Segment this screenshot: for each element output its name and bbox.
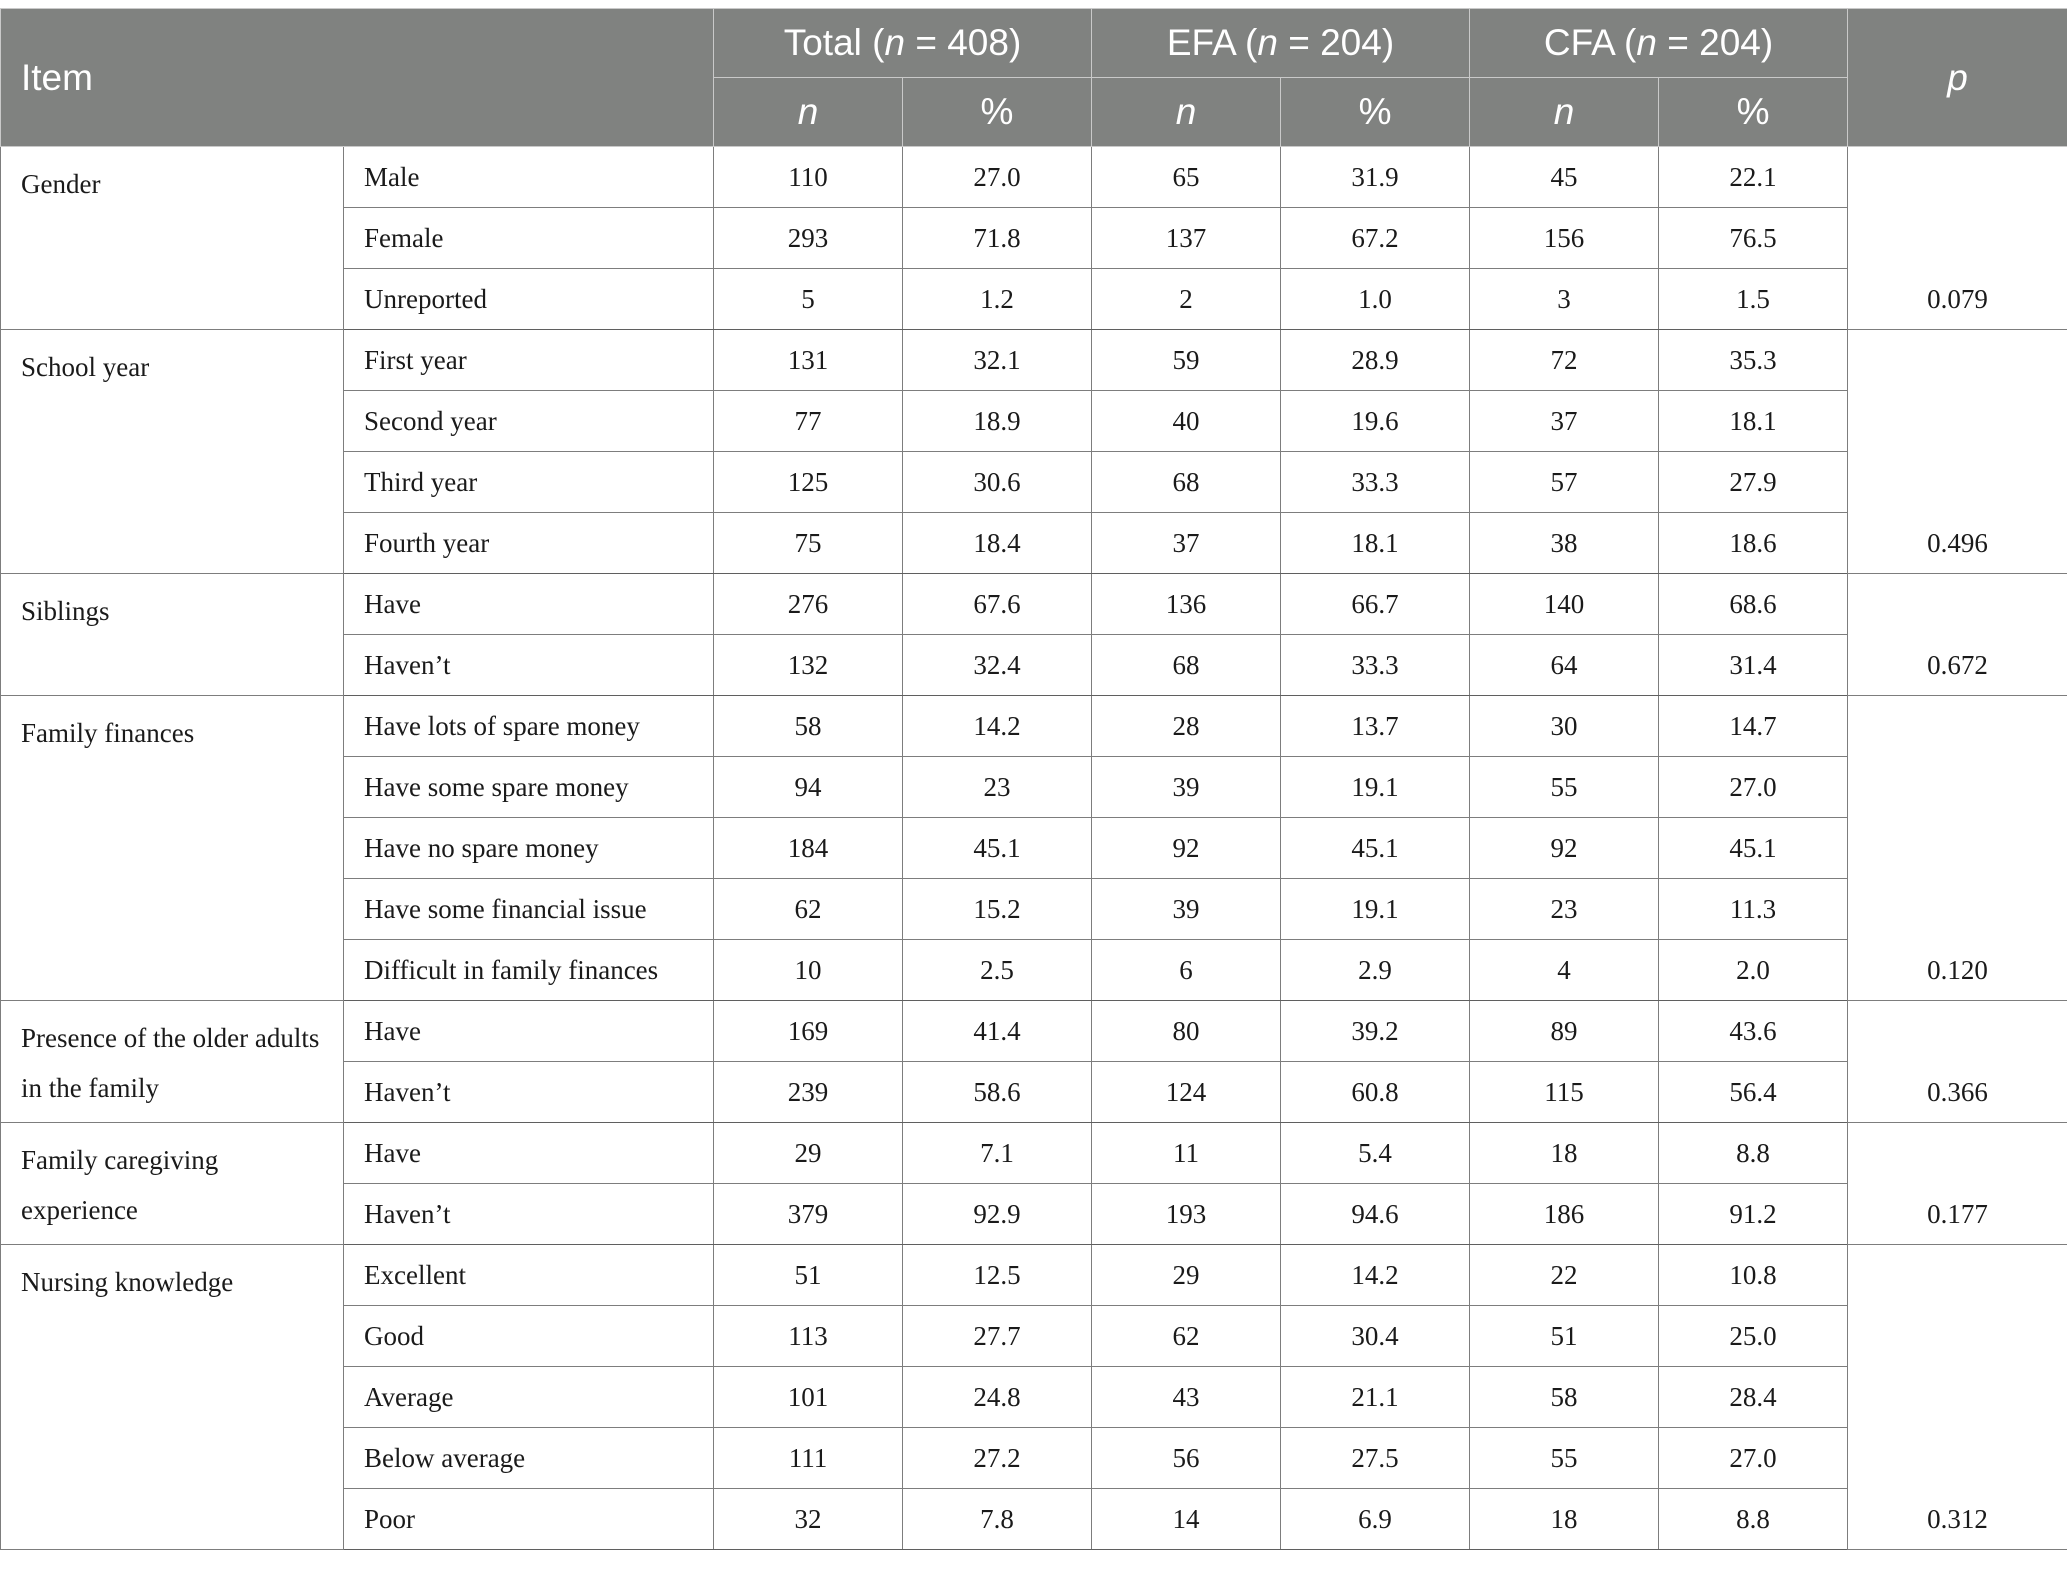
cell-tp: 2.5: [903, 940, 1092, 1001]
p-value: 0.079: [1848, 147, 2067, 330]
cell-ep: 1.0: [1281, 269, 1470, 330]
cell-cn: 3: [1470, 269, 1659, 330]
cell-ep: 60.8: [1281, 1062, 1470, 1123]
cell-cn: 18: [1470, 1489, 1659, 1550]
cell-cn: 4: [1470, 940, 1659, 1001]
subitem-label: Haven’t: [344, 1184, 714, 1245]
cell-cn: 30: [1470, 696, 1659, 757]
p-value: 0.312: [1848, 1245, 2067, 1550]
cell-tn: 77: [714, 391, 903, 452]
cell-tn: 184: [714, 818, 903, 879]
table-row: [1, 330, 2067, 391]
table-row: [1, 696, 2067, 757]
cell-tn: 75: [714, 513, 903, 574]
cell-cp: 14.7: [1659, 696, 1848, 757]
table-row: [1, 1245, 2067, 1306]
cell-cp: 43.6: [1659, 1001, 1848, 1062]
cell-cn: 58: [1470, 1367, 1659, 1428]
cell-tn: 132: [714, 635, 903, 696]
cell-cp: 31.4: [1659, 635, 1848, 696]
cell-ep: 2.9: [1281, 940, 1470, 1001]
subitem-label: Difficult in family finances: [344, 940, 714, 1001]
cell-cn: 22: [1470, 1245, 1659, 1306]
group-n-label: n: [884, 22, 906, 63]
cell-en: 14: [1092, 1489, 1281, 1550]
cell-ep: 33.3: [1281, 452, 1470, 513]
cell-cp: 68.6: [1659, 574, 1848, 635]
p-value: 0.366: [1848, 1001, 2067, 1123]
cell-cn: 72: [1470, 330, 1659, 391]
cell-en: 39: [1092, 879, 1281, 940]
item-label: Nursing knowledge: [1, 1245, 344, 1550]
cell-tp: 14.2: [903, 696, 1092, 757]
cell-tp: 24.8: [903, 1367, 1092, 1428]
cell-tn: 110: [714, 147, 903, 208]
cell-tp: 12.5: [903, 1245, 1092, 1306]
cell-en: 56: [1092, 1428, 1281, 1489]
cell-en: 39: [1092, 757, 1281, 818]
subitem-label: Have: [344, 1001, 714, 1062]
subitem-label: Third year: [344, 452, 714, 513]
cell-ep: 21.1: [1281, 1367, 1470, 1428]
cell-ep: 14.2: [1281, 1245, 1470, 1306]
cell-cn: 92: [1470, 818, 1659, 879]
cell-ep: 19.6: [1281, 391, 1470, 452]
cell-cp: 35.3: [1659, 330, 1848, 391]
cell-cp: 10.8: [1659, 1245, 1848, 1306]
cell-en: 43: [1092, 1367, 1281, 1428]
subitem-label: Haven’t: [344, 635, 714, 696]
cell-cn: 186: [1470, 1184, 1659, 1245]
cell-ep: 45.1: [1281, 818, 1470, 879]
cell-cp: 18.6: [1659, 513, 1848, 574]
subitem-label: Poor: [344, 1489, 714, 1550]
group-name: Total: [783, 22, 862, 63]
cell-tn: 51: [714, 1245, 903, 1306]
cell-tn: 239: [714, 1062, 903, 1123]
header-cfa-pct: %: [1659, 78, 1848, 147]
cell-cn: 38: [1470, 513, 1659, 574]
cell-en: 6: [1092, 940, 1281, 1001]
cell-tn: 131: [714, 330, 903, 391]
cell-ep: 5.4: [1281, 1123, 1470, 1184]
cell-tp: 32.4: [903, 635, 1092, 696]
subitem-label: Excellent: [344, 1245, 714, 1306]
cell-tp: 15.2: [903, 879, 1092, 940]
cell-tn: 94: [714, 757, 903, 818]
header-group-total: Total (n = 408): [714, 9, 1092, 78]
cell-en: 136: [1092, 574, 1281, 635]
cell-cn: 51: [1470, 1306, 1659, 1367]
group-n-value: = 204): [1277, 22, 1395, 63]
p-value: 0.496: [1848, 330, 2067, 574]
cell-tp: 18.4: [903, 513, 1092, 574]
cell-tp: 1.2: [903, 269, 1092, 330]
p-value: 0.120: [1848, 696, 2067, 1001]
cell-tn: 293: [714, 208, 903, 269]
cell-tp: 23: [903, 757, 1092, 818]
cell-en: 68: [1092, 452, 1281, 513]
cell-ep: 19.1: [1281, 757, 1470, 818]
cell-en: 65: [1092, 147, 1281, 208]
cell-cp: 91.2: [1659, 1184, 1848, 1245]
cell-ep: 33.3: [1281, 635, 1470, 696]
cell-ep: 66.7: [1281, 574, 1470, 635]
cell-tn: 58: [714, 696, 903, 757]
subitem-label: Have: [344, 1123, 714, 1184]
cell-en: 11: [1092, 1123, 1281, 1184]
cell-ep: 19.1: [1281, 879, 1470, 940]
item-label: Siblings: [1, 574, 344, 696]
cell-cn: 45: [1470, 147, 1659, 208]
cell-en: 2: [1092, 269, 1281, 330]
cell-ep: 39.2: [1281, 1001, 1470, 1062]
cell-cn: 37: [1470, 391, 1659, 452]
header-group-cfa: CFA (n = 204): [1470, 9, 1848, 78]
cell-en: 124: [1092, 1062, 1281, 1123]
cell-cp: 11.3: [1659, 879, 1848, 940]
cell-tn: 101: [714, 1367, 903, 1428]
cell-tp: 18.9: [903, 391, 1092, 452]
item-label: School year: [1, 330, 344, 574]
table-row: [1, 1001, 2067, 1062]
cell-tn: 32: [714, 1489, 903, 1550]
cell-en: 62: [1092, 1306, 1281, 1367]
header-efa-pct: %: [1281, 78, 1470, 147]
cell-cn: 23: [1470, 879, 1659, 940]
subitem-label: Good: [344, 1306, 714, 1367]
header-efa-n: n: [1092, 78, 1281, 147]
subitem-label: Below average: [344, 1428, 714, 1489]
cell-en: 37: [1092, 513, 1281, 574]
cell-en: 28: [1092, 696, 1281, 757]
cell-cn: 140: [1470, 574, 1659, 635]
subitem-label: Female: [344, 208, 714, 269]
cell-tp: 45.1: [903, 818, 1092, 879]
subitem-label: Have some financial issue: [344, 879, 714, 940]
group-n-label: n: [1636, 22, 1657, 63]
table-row: [1, 147, 2067, 208]
cell-en: 137: [1092, 208, 1281, 269]
cell-en: 92: [1092, 818, 1281, 879]
cell-tn: 62: [714, 879, 903, 940]
p-value: 0.672: [1848, 574, 2067, 696]
cell-en: 80: [1092, 1001, 1281, 1062]
cell-ep: 18.1: [1281, 513, 1470, 574]
cell-tn: 111: [714, 1428, 903, 1489]
item-label: Family caregiving experience: [1, 1123, 344, 1245]
cell-cp: 27.9: [1659, 452, 1848, 513]
subitem-label: First year: [344, 330, 714, 391]
group-n-value: = 408): [905, 22, 1022, 63]
table-row: [1, 574, 2067, 635]
group-name: EFA: [1166, 22, 1235, 63]
cell-tp: 7.1: [903, 1123, 1092, 1184]
cell-en: 40: [1092, 391, 1281, 452]
cell-en: 59: [1092, 330, 1281, 391]
header-cfa-n: n: [1470, 78, 1659, 147]
cell-cp: 1.5: [1659, 269, 1848, 330]
cell-cp: 27.0: [1659, 757, 1848, 818]
cell-tn: 276: [714, 574, 903, 635]
cell-en: 193: [1092, 1184, 1281, 1245]
cell-cn: 115: [1470, 1062, 1659, 1123]
subitem-label: Unreported: [344, 269, 714, 330]
item-label: Gender: [1, 147, 344, 330]
cell-tp: 58.6: [903, 1062, 1092, 1123]
cell-tp: 27.7: [903, 1306, 1092, 1367]
cell-ep: 28.9: [1281, 330, 1470, 391]
table-row: [1, 1123, 2067, 1184]
subitem-label: Have: [344, 574, 714, 635]
cell-cp: 8.8: [1659, 1489, 1848, 1550]
cell-tp: 71.8: [903, 208, 1092, 269]
cell-ep: 27.5: [1281, 1428, 1470, 1489]
header-item: Item: [1, 9, 714, 147]
subitem-label: Have lots of spare money: [344, 696, 714, 757]
cell-tp: 30.6: [903, 452, 1092, 513]
table-header: [1, 9, 2067, 147]
subitem-label: Second year: [344, 391, 714, 452]
cell-cn: 64: [1470, 635, 1659, 696]
cell-ep: 31.9: [1281, 147, 1470, 208]
cell-tn: 5: [714, 269, 903, 330]
cell-tn: 29: [714, 1123, 903, 1184]
cell-tp: 41.4: [903, 1001, 1092, 1062]
cell-tn: 113: [714, 1306, 903, 1367]
cell-cp: 18.1: [1659, 391, 1848, 452]
cell-tp: 7.8: [903, 1489, 1092, 1550]
subitem-label: Have no spare money: [344, 818, 714, 879]
cell-tp: 92.9: [903, 1184, 1092, 1245]
cell-tn: 10: [714, 940, 903, 1001]
cell-ep: 67.2: [1281, 208, 1470, 269]
header-total-n: n: [714, 78, 903, 147]
cell-ep: 30.4: [1281, 1306, 1470, 1367]
cell-cn: 156: [1470, 208, 1659, 269]
table-container: [0, 8, 2067, 1550]
cell-cp: 25.0: [1659, 1306, 1848, 1367]
cell-en: 29: [1092, 1245, 1281, 1306]
cell-tp: 27.2: [903, 1428, 1092, 1489]
p-value: 0.177: [1848, 1123, 2067, 1245]
group-n-value: = 204): [1656, 22, 1774, 63]
header-p: p: [1848, 9, 2067, 147]
cell-cp: 22.1: [1659, 147, 1848, 208]
cell-tn: 169: [714, 1001, 903, 1062]
cell-cn: 89: [1470, 1001, 1659, 1062]
table-body: [1, 147, 2067, 1550]
cell-cp: 76.5: [1659, 208, 1848, 269]
cell-cp: 28.4: [1659, 1367, 1848, 1428]
cell-cn: 55: [1470, 1428, 1659, 1489]
cell-cn: 55: [1470, 757, 1659, 818]
cell-cp: 56.4: [1659, 1062, 1848, 1123]
header-total-pct: %: [903, 78, 1092, 147]
cell-cp: 8.8: [1659, 1123, 1848, 1184]
cell-tp: 27.0: [903, 147, 1092, 208]
cell-cn: 18: [1470, 1123, 1659, 1184]
cell-cp: 27.0: [1659, 1428, 1848, 1489]
cell-tn: 379: [714, 1184, 903, 1245]
cell-cn: 57: [1470, 452, 1659, 513]
item-label: Family finances: [1, 696, 344, 1001]
cell-tp: 67.6: [903, 574, 1092, 635]
subitem-label: Fourth year: [344, 513, 714, 574]
subitem-label: Male: [344, 147, 714, 208]
subitem-label: Haven’t: [344, 1062, 714, 1123]
cell-cp: 45.1: [1659, 818, 1848, 879]
group-name: CFA: [1543, 22, 1614, 63]
group-n-label: n: [1257, 22, 1278, 63]
cell-en: 68: [1092, 635, 1281, 696]
cell-ep: 13.7: [1281, 696, 1470, 757]
subitem-label: Have some spare money: [344, 757, 714, 818]
cell-tn: 125: [714, 452, 903, 513]
item-label: Presence of the older adults in the family: [1, 1001, 344, 1123]
cell-ep: 94.6: [1281, 1184, 1470, 1245]
demographics-table: [0, 8, 2067, 1550]
header-group-efa: EFA (n = 204): [1092, 9, 1470, 78]
subitem-label: Average: [344, 1367, 714, 1428]
cell-ep: 6.9: [1281, 1489, 1470, 1550]
cell-cp: 2.0: [1659, 940, 1848, 1001]
cell-tp: 32.1: [903, 330, 1092, 391]
